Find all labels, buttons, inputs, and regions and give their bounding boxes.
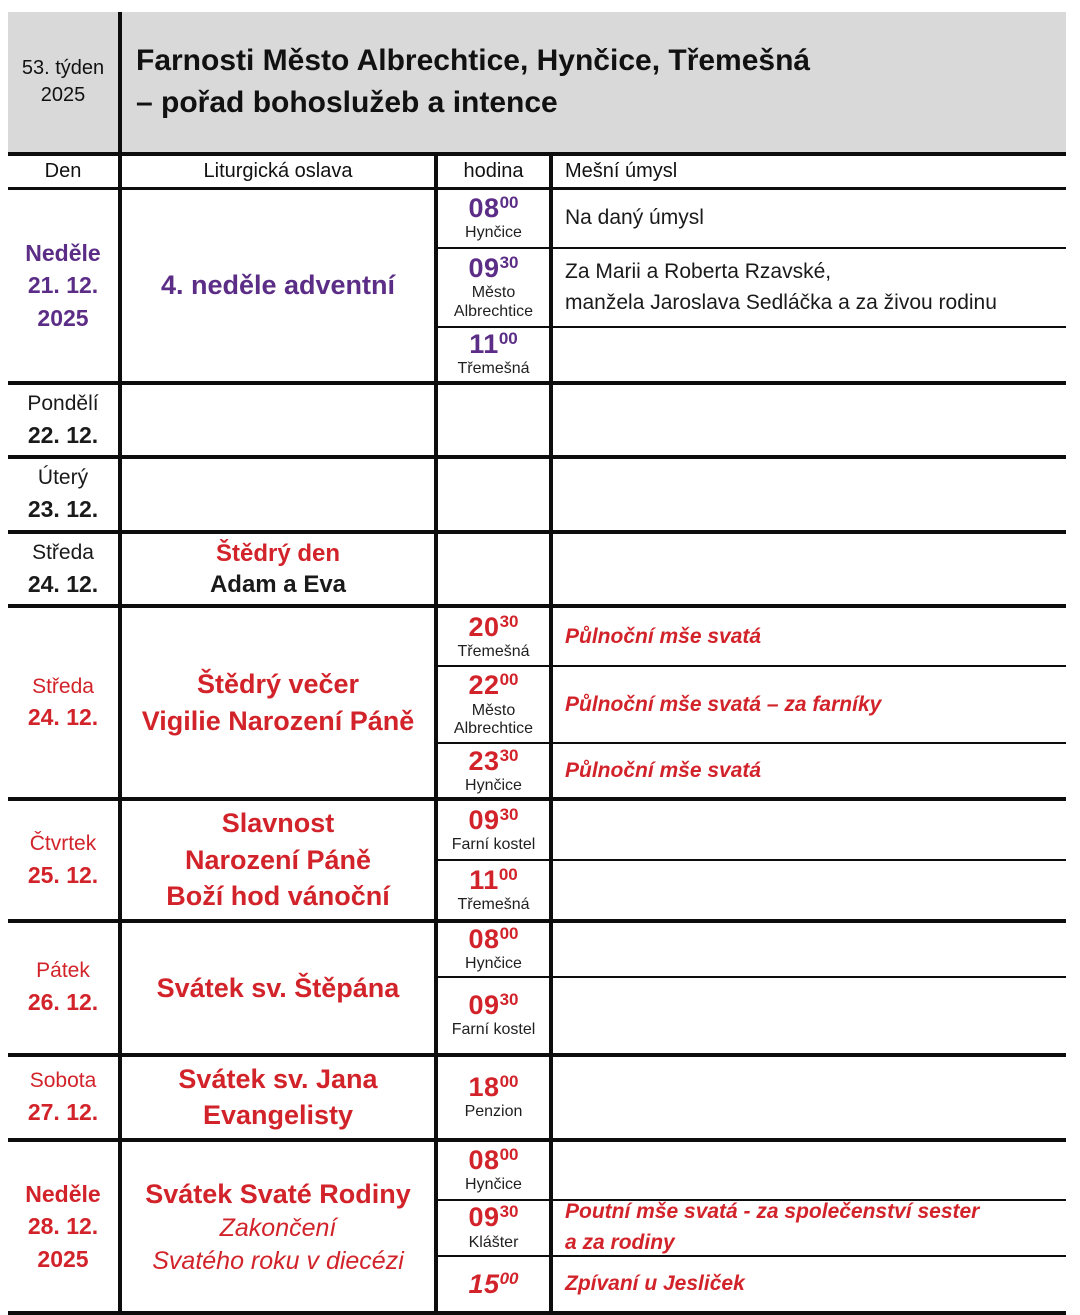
day-line: Sobota bbox=[29, 1068, 97, 1092]
intention-cell bbox=[553, 861, 1066, 919]
table-row-saturday-27-12 bbox=[8, 1053, 1066, 1138]
day-cell bbox=[8, 459, 122, 529]
time-minutes: 30 bbox=[499, 745, 519, 765]
time-minutes: 00 bbox=[498, 329, 518, 349]
day-line: Středa bbox=[32, 674, 94, 698]
week-year: 2025 bbox=[40, 84, 86, 106]
place-label: Hynčice bbox=[465, 1176, 522, 1194]
page-title bbox=[122, 12, 1066, 152]
hour-cell bbox=[438, 1201, 553, 1255]
day-line: 21. 12. bbox=[27, 272, 99, 299]
day-cell bbox=[8, 534, 122, 604]
title-line-1: Farnosti Město Albrechtice, Hynčice, Třemešná bbox=[136, 44, 811, 77]
day-line: Neděle bbox=[25, 1180, 101, 1207]
celebration-cell bbox=[122, 923, 438, 1053]
slots-group bbox=[438, 190, 1066, 381]
table-row-wednesday-24-12-eve bbox=[8, 604, 1066, 797]
day-line: Neděle bbox=[25, 239, 101, 266]
day-line: Pondělí bbox=[27, 392, 99, 415]
day-line: 22. 12. bbox=[27, 421, 99, 448]
mass-slot bbox=[438, 1057, 1066, 1138]
celebration-line: Evangelisty bbox=[202, 1100, 354, 1131]
place-label: Penzion bbox=[464, 1103, 523, 1121]
mass-slot bbox=[438, 608, 1066, 665]
intention-line: Zpívaní u Jesliček bbox=[565, 1272, 745, 1296]
column-header-day: Den bbox=[8, 156, 122, 187]
mass-slot bbox=[438, 385, 1066, 455]
column-header-intention: Mešní úmysl bbox=[565, 160, 678, 182]
day-cell bbox=[8, 801, 122, 918]
intention-cell bbox=[553, 534, 1066, 604]
day-cell bbox=[8, 1057, 122, 1138]
column-header-celebration: Liturgická oslava bbox=[122, 156, 438, 187]
intention-cell bbox=[553, 328, 1066, 381]
celebration-line: Slavnost bbox=[221, 808, 335, 839]
intention-cell bbox=[553, 801, 1066, 859]
mass-slot bbox=[438, 923, 1066, 976]
day-cell bbox=[8, 608, 122, 797]
time-value: $11^{00}$ bbox=[469, 329, 518, 360]
slots-group bbox=[438, 385, 1066, 455]
celebration-cell bbox=[122, 190, 438, 381]
day-cell bbox=[8, 1142, 122, 1312]
schedule-table bbox=[8, 152, 1066, 1315]
day-line: Pátek bbox=[36, 959, 90, 983]
table-header-row bbox=[8, 152, 1066, 190]
celebration-cell bbox=[122, 385, 438, 455]
hour-cell bbox=[438, 861, 553, 919]
mass-slot bbox=[438, 976, 1066, 1053]
time-minutes: 30 bbox=[499, 252, 519, 272]
time-minutes: 30 bbox=[499, 804, 519, 824]
intention-cell bbox=[553, 923, 1066, 976]
intention-cell bbox=[553, 667, 1066, 742]
slots-group bbox=[438, 534, 1066, 604]
celebration-line: Svatého roku v diecézi bbox=[152, 1246, 404, 1275]
intention-cell bbox=[553, 744, 1066, 797]
mass-slot bbox=[438, 247, 1066, 326]
celebration-cell bbox=[122, 1057, 438, 1138]
hour-cell bbox=[438, 1057, 553, 1138]
mass-slot bbox=[438, 1142, 1066, 1199]
slots-group bbox=[438, 1057, 1066, 1138]
celebration-line: Boží hod vánoční bbox=[166, 881, 390, 912]
intention-line: Půlnoční mše svatá bbox=[565, 624, 762, 648]
time-value: $20^{30}$ bbox=[468, 611, 519, 642]
time-value: $08^{00}$ bbox=[468, 1144, 519, 1175]
day-line: Čtvrtek bbox=[29, 831, 97, 855]
celebration-cell bbox=[122, 801, 438, 918]
mass-slot bbox=[438, 742, 1066, 797]
table-row-tuesday-23-12 bbox=[8, 455, 1066, 529]
day-line: 27. 12. bbox=[27, 1098, 99, 1125]
time-minutes: 00 bbox=[499, 923, 519, 943]
place-label: Hynčice bbox=[465, 224, 522, 242]
day-cell bbox=[8, 923, 122, 1053]
intention-cell bbox=[553, 385, 1066, 455]
week-label bbox=[8, 12, 122, 152]
time-minutes: 30 bbox=[499, 1202, 519, 1222]
hour-cell bbox=[438, 328, 553, 381]
mass-slot bbox=[438, 326, 1066, 381]
hour-cell bbox=[438, 667, 553, 742]
day-line: Středa bbox=[32, 540, 94, 564]
day-line: 24. 12. bbox=[27, 704, 99, 731]
mass-slot bbox=[438, 801, 1066, 859]
day-line: 24. 12. bbox=[27, 570, 99, 597]
table-row-friday-26-12 bbox=[8, 919, 1066, 1053]
celebration-line: Štědrý večer bbox=[196, 669, 360, 700]
day-line: 25. 12. bbox=[27, 861, 99, 888]
celebration-cell bbox=[122, 459, 438, 529]
day-cell bbox=[8, 190, 122, 381]
time-minutes: 00 bbox=[498, 864, 518, 884]
slots-group bbox=[438, 459, 1066, 529]
celebration-cell bbox=[122, 1142, 438, 1312]
title-line-2: – pořad bohoslužeb a intence bbox=[136, 86, 558, 119]
day-line: Úterý bbox=[37, 466, 89, 490]
slots-group bbox=[438, 801, 1066, 918]
intention-cell bbox=[553, 1257, 1066, 1311]
intention-line: Na daný úmysl bbox=[565, 206, 704, 230]
table-row-monday-22-12 bbox=[8, 381, 1066, 455]
time-minutes: 00 bbox=[499, 1071, 519, 1091]
masthead bbox=[8, 12, 1066, 152]
time-minutes: 00 bbox=[499, 670, 519, 690]
hour-cell bbox=[438, 801, 553, 859]
schedule-sheet bbox=[8, 12, 1066, 1315]
time-minutes: 00 bbox=[499, 1269, 519, 1289]
hour-cell bbox=[438, 608, 553, 665]
celebration-cell bbox=[122, 534, 438, 604]
celebration-line: Narození Páně bbox=[184, 844, 372, 875]
mass-slot bbox=[438, 1255, 1066, 1311]
table-row-wednesday-24-12-day bbox=[8, 530, 1066, 604]
celebration-line: Svátek Svaté Rodiny bbox=[145, 1178, 411, 1209]
time-minutes: 00 bbox=[499, 193, 519, 213]
time-value: $08^{00}$ bbox=[468, 193, 519, 224]
day-line: 26. 12. bbox=[27, 989, 99, 1016]
celebration-line: Svátek sv. Štěpána bbox=[156, 972, 400, 1003]
hour-cell bbox=[438, 385, 553, 455]
intention-line: Půlnoční mše svatá bbox=[565, 758, 762, 782]
slots-group bbox=[438, 923, 1066, 1053]
day-line: 2025 bbox=[37, 304, 89, 331]
place-label: Město Albrechtice bbox=[453, 701, 534, 738]
table-row-sunday-21-12 bbox=[8, 190, 1066, 381]
place-label: Třemešná bbox=[457, 642, 530, 660]
hour-cell bbox=[438, 923, 553, 976]
day-line: 2025 bbox=[37, 1245, 89, 1272]
intention-line: manžela Jaroslava Sedláčka a za živou rodinu bbox=[565, 290, 997, 314]
mass-slot bbox=[438, 665, 1066, 742]
time-value: $22^{00}$ bbox=[468, 670, 519, 701]
intention-line: Za Marii a Roberta Rzavské, bbox=[565, 260, 832, 284]
slots-group bbox=[438, 1142, 1066, 1312]
hour-cell bbox=[438, 249, 553, 326]
hour-cell bbox=[438, 978, 553, 1053]
celebration-line: Štědrý den bbox=[215, 539, 341, 567]
intention-line: Půlnoční mše svatá – za farníky bbox=[565, 692, 882, 716]
place-label: Klášter bbox=[468, 1233, 519, 1251]
time-value: $09^{30}$ bbox=[468, 1202, 519, 1233]
time-value: $09^{30}$ bbox=[468, 252, 519, 283]
intention-cell bbox=[553, 459, 1066, 529]
intention-cell bbox=[553, 978, 1066, 1053]
slots-group bbox=[438, 608, 1066, 797]
time-value: $08^{00}$ bbox=[468, 923, 519, 954]
place-label: Farní kostel bbox=[451, 836, 536, 854]
hour-cell bbox=[438, 190, 553, 247]
hour-cell bbox=[438, 534, 553, 604]
hour-cell bbox=[438, 1142, 553, 1199]
hour-cell bbox=[438, 1257, 553, 1311]
hour-cell bbox=[438, 744, 553, 797]
celebration-line: Zakončení bbox=[219, 1214, 337, 1243]
place-label: Třemešná bbox=[457, 895, 530, 913]
intention-line: Poutní mše svatá - za společenství sester bbox=[565, 1200, 980, 1224]
place-label: Hynčice bbox=[465, 955, 522, 973]
celebration-cell bbox=[122, 608, 438, 797]
celebration-line: Svátek sv. Jana bbox=[178, 1063, 378, 1094]
table-body bbox=[8, 190, 1066, 1311]
day-cell bbox=[8, 385, 122, 455]
table-row-sunday-28-12 bbox=[8, 1138, 1066, 1312]
place-label: Třemešná bbox=[457, 360, 530, 378]
mass-slot bbox=[438, 459, 1066, 529]
time-value: $18^{00}$ bbox=[468, 1071, 519, 1102]
week-number: 53. týden bbox=[21, 57, 105, 79]
time-minutes: 30 bbox=[499, 611, 519, 631]
time-value: $11^{00}$ bbox=[469, 864, 518, 895]
celebration-line: Vigilie Narození Páně bbox=[141, 705, 415, 736]
hour-cell bbox=[438, 459, 553, 529]
time-value: $09^{30}$ bbox=[468, 989, 519, 1020]
celebration-line: Adam a Eva bbox=[209, 571, 347, 599]
column-header-hour: hodina bbox=[438, 156, 553, 187]
mass-slot bbox=[438, 190, 1066, 247]
time-value: $23^{30}$ bbox=[468, 745, 519, 776]
mass-slot bbox=[438, 1199, 1066, 1255]
intention-cell bbox=[553, 1057, 1066, 1138]
intention-cell bbox=[553, 608, 1066, 665]
mass-slot bbox=[438, 859, 1066, 919]
day-line: 28. 12. bbox=[27, 1213, 99, 1240]
intention-line: a za rodiny bbox=[565, 1230, 675, 1254]
mass-slot bbox=[438, 534, 1066, 604]
intention-cell bbox=[553, 190, 1066, 247]
celebration-line: 4. neděle adventní bbox=[160, 270, 396, 301]
table-row-thursday-25-12 bbox=[8, 797, 1066, 918]
time-minutes: 30 bbox=[499, 989, 519, 1009]
intention-cell bbox=[553, 249, 1066, 326]
day-line: 23. 12. bbox=[27, 496, 99, 523]
time-value: $15^{00}$ bbox=[468, 1269, 519, 1300]
place-label: Farní kostel bbox=[451, 1021, 536, 1039]
time-value: $09^{30}$ bbox=[468, 804, 519, 835]
intention-cell bbox=[553, 1142, 1066, 1199]
place-label: Hynčice bbox=[465, 776, 522, 794]
time-minutes: 00 bbox=[499, 1144, 519, 1164]
place-label: Město Albrechtice bbox=[453, 284, 534, 320]
intention-cell bbox=[553, 1201, 1066, 1255]
